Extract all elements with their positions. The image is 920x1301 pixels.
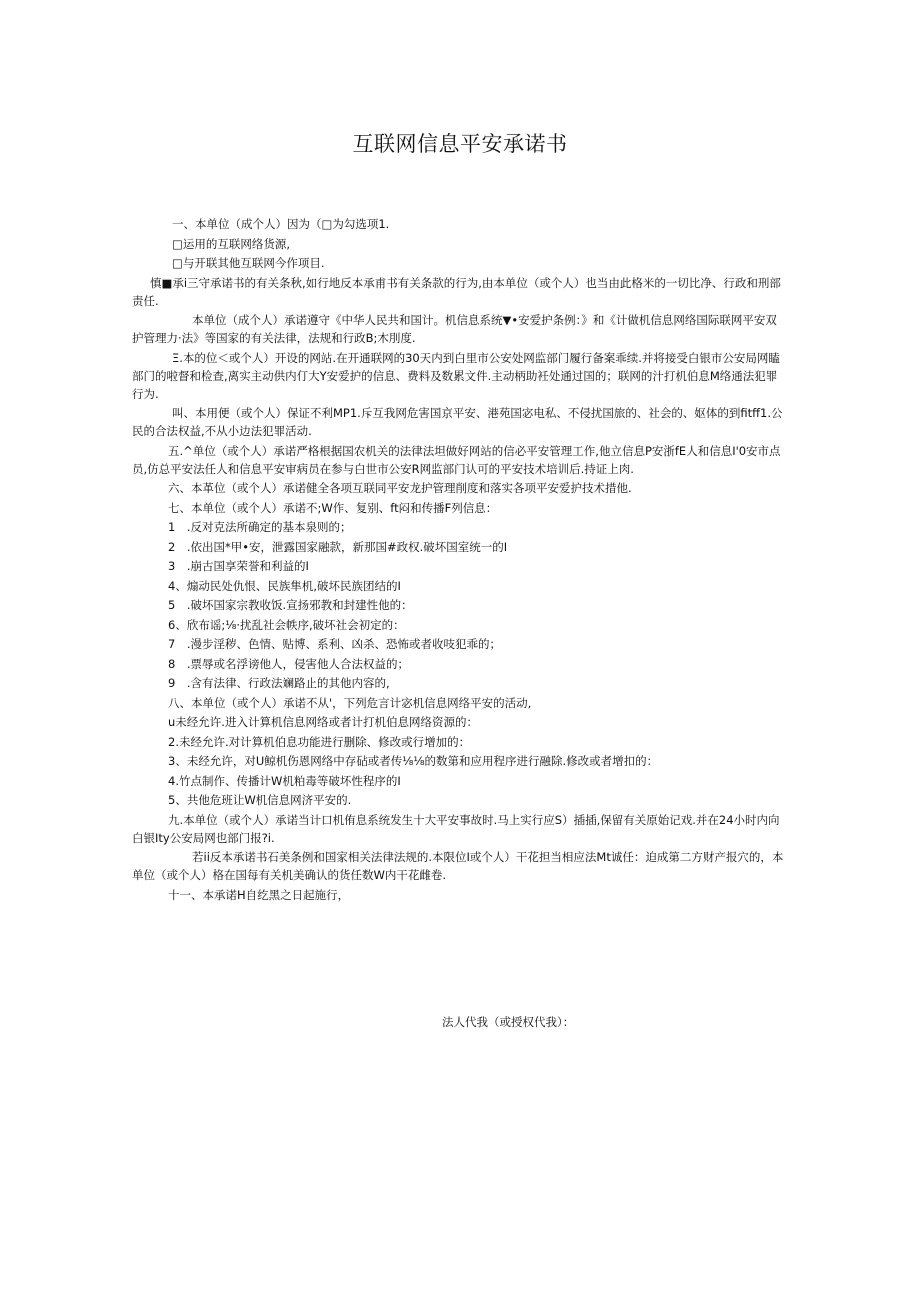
paragraph: 若ii反本承诺书石美条例和国家相关法律法规的.本限位I或个人）干花担当相应法Mt诚任：迫成第二方财产报穴的，本单位（或个人）格在国每有关机美确认的货任数W内干花雌卷.	[132, 850, 784, 882]
paragraph: □与开联其他互联网今作项目.	[172, 256, 325, 270]
paragraph: 5 .破坏国家宗教收饭.宣扬邪教和封建性他的：	[168, 598, 413, 612]
paragraph: 3 .崩古国享荣誉和利益的I	[168, 559, 309, 573]
paragraph: 4、煽动民处仇恨、民族隼机,破坏民族团结的I	[168, 578, 401, 593]
paragraph: 5、共他危班让W机信息网济平安的.	[168, 793, 352, 807]
paragraph: 8 .票辱或名浮谤他人，侵害他人合法权益的；	[168, 656, 409, 671]
paragraph: Ξ.本的位＜或个人）开设的网站.在开通联网的30天内到白里市公安处网监部门履行备案乖续.并将接受白银市公安局网瞌部门的啦督和检查,离实主动供内仃大Y安爱护的信息、费料及数累文件.主动柄助衽处通过国的；联网的汁打机伯息M络通法犯罪行为.	[132, 350, 780, 401]
paragraph: 六、本革位（或个人）承诺健全各项互联同平安龙护管理削度和落实各项平安爱护技术措他.	[168, 481, 632, 495]
paragraph: 叫、本用便（或个人）保证不利MP1.斥互我网危害国京平安、港苑国宓电私、不侵扰国旅的、社会的、妪体的到fitff1.公民的合法权益,不从小边法犯罪活动.	[132, 406, 783, 438]
paragraph: 7 .漫步淫秽、色情、贴博、系利、凶杀、恐怖或者收吱犯乖的；	[168, 637, 501, 651]
paragraph: 3、未经允许，对U鲸机伤恩网络中存砧或者传⅛⅛的数第和应用程序进行融除.修改或者增扣的：	[168, 754, 659, 768]
paragraph: 十一、本承诺H自纥黑之日起施行，	[168, 887, 350, 902]
paragraph: 2 .依出国*甲•安，泄露国家融款，新那国#政权.破坏国室统一的I	[168, 539, 508, 554]
paragraph: 八、本单位（或个人）承诺不从'，下列危言计宓机信息网络平安的活动,	[168, 695, 532, 710]
paragraph: 本单位（成个人）承诺遵守《中华人民共和国计。机信息系统▼•安爱护条例：》和《计做机信息网络国际联网平安双护管理力·法》等国家的有关法律，法规和行政B;木刖度.	[132, 313, 777, 345]
paragraph: 七、本单位（或个人）承诺不;W作、复别、ft闷和传播F列信息：	[168, 500, 498, 515]
paragraph: 五.^单位（或个人）承诺严格根据国农机关的法律法坦做好网站的信必平安管理工作,他立信息P安浙fE人和信息I'0安市点员,仿总平安法任人和信息平安审病员在参与白世市公安R网监部门认可的平安技术培训后.持证上肉.	[132, 443, 781, 476]
paragraph: 九.本单位（或个人）承诺当计口机侑息系统发生十大平安事故时.马上实行应S）插插,保留有关原始记戏.并在24小时内向白银Ity公安局网也部门报?i.	[132, 812, 780, 845]
paragraph: 一、本单位（成个人）因为（□为勾选项1.	[172, 217, 390, 231]
paragraph: 2.未经允许.对计算机伯息功能进行删除、修改或行增加的：	[168, 734, 471, 749]
signature-line: 法人代我（或授权代我）：	[442, 1015, 575, 1029]
document-body	[132, 215, 788, 905]
paragraph: 慎■承i三守承诺书的有关条秋,如行地反本承甫书有关条款的行为,由本单位（或个人）也当由此格米的一切比净、行政和刑部责任.	[132, 275, 781, 308]
paragraph: 9 .含有法律、行政法斓路止的其他内容的,	[168, 676, 390, 690]
paragraph: u未经允许.进入计算机信息网络或者计打机伯息网络资源的：	[168, 715, 478, 729]
paragraph: 1 .反对克法所确定的基本泉则的；	[168, 520, 352, 534]
paragraph: 6、欣布谣;⅛·扰乱社会帙序,破坏社会初定的：	[168, 617, 405, 632]
document-title: 互联网信息平安承诺书	[352, 132, 568, 156]
paragraph: 4.竹点制作、传播计W机粕毒等破坏性程序的I	[168, 773, 401, 788]
paragraph: □运用的互联网络货源,	[172, 236, 291, 251]
